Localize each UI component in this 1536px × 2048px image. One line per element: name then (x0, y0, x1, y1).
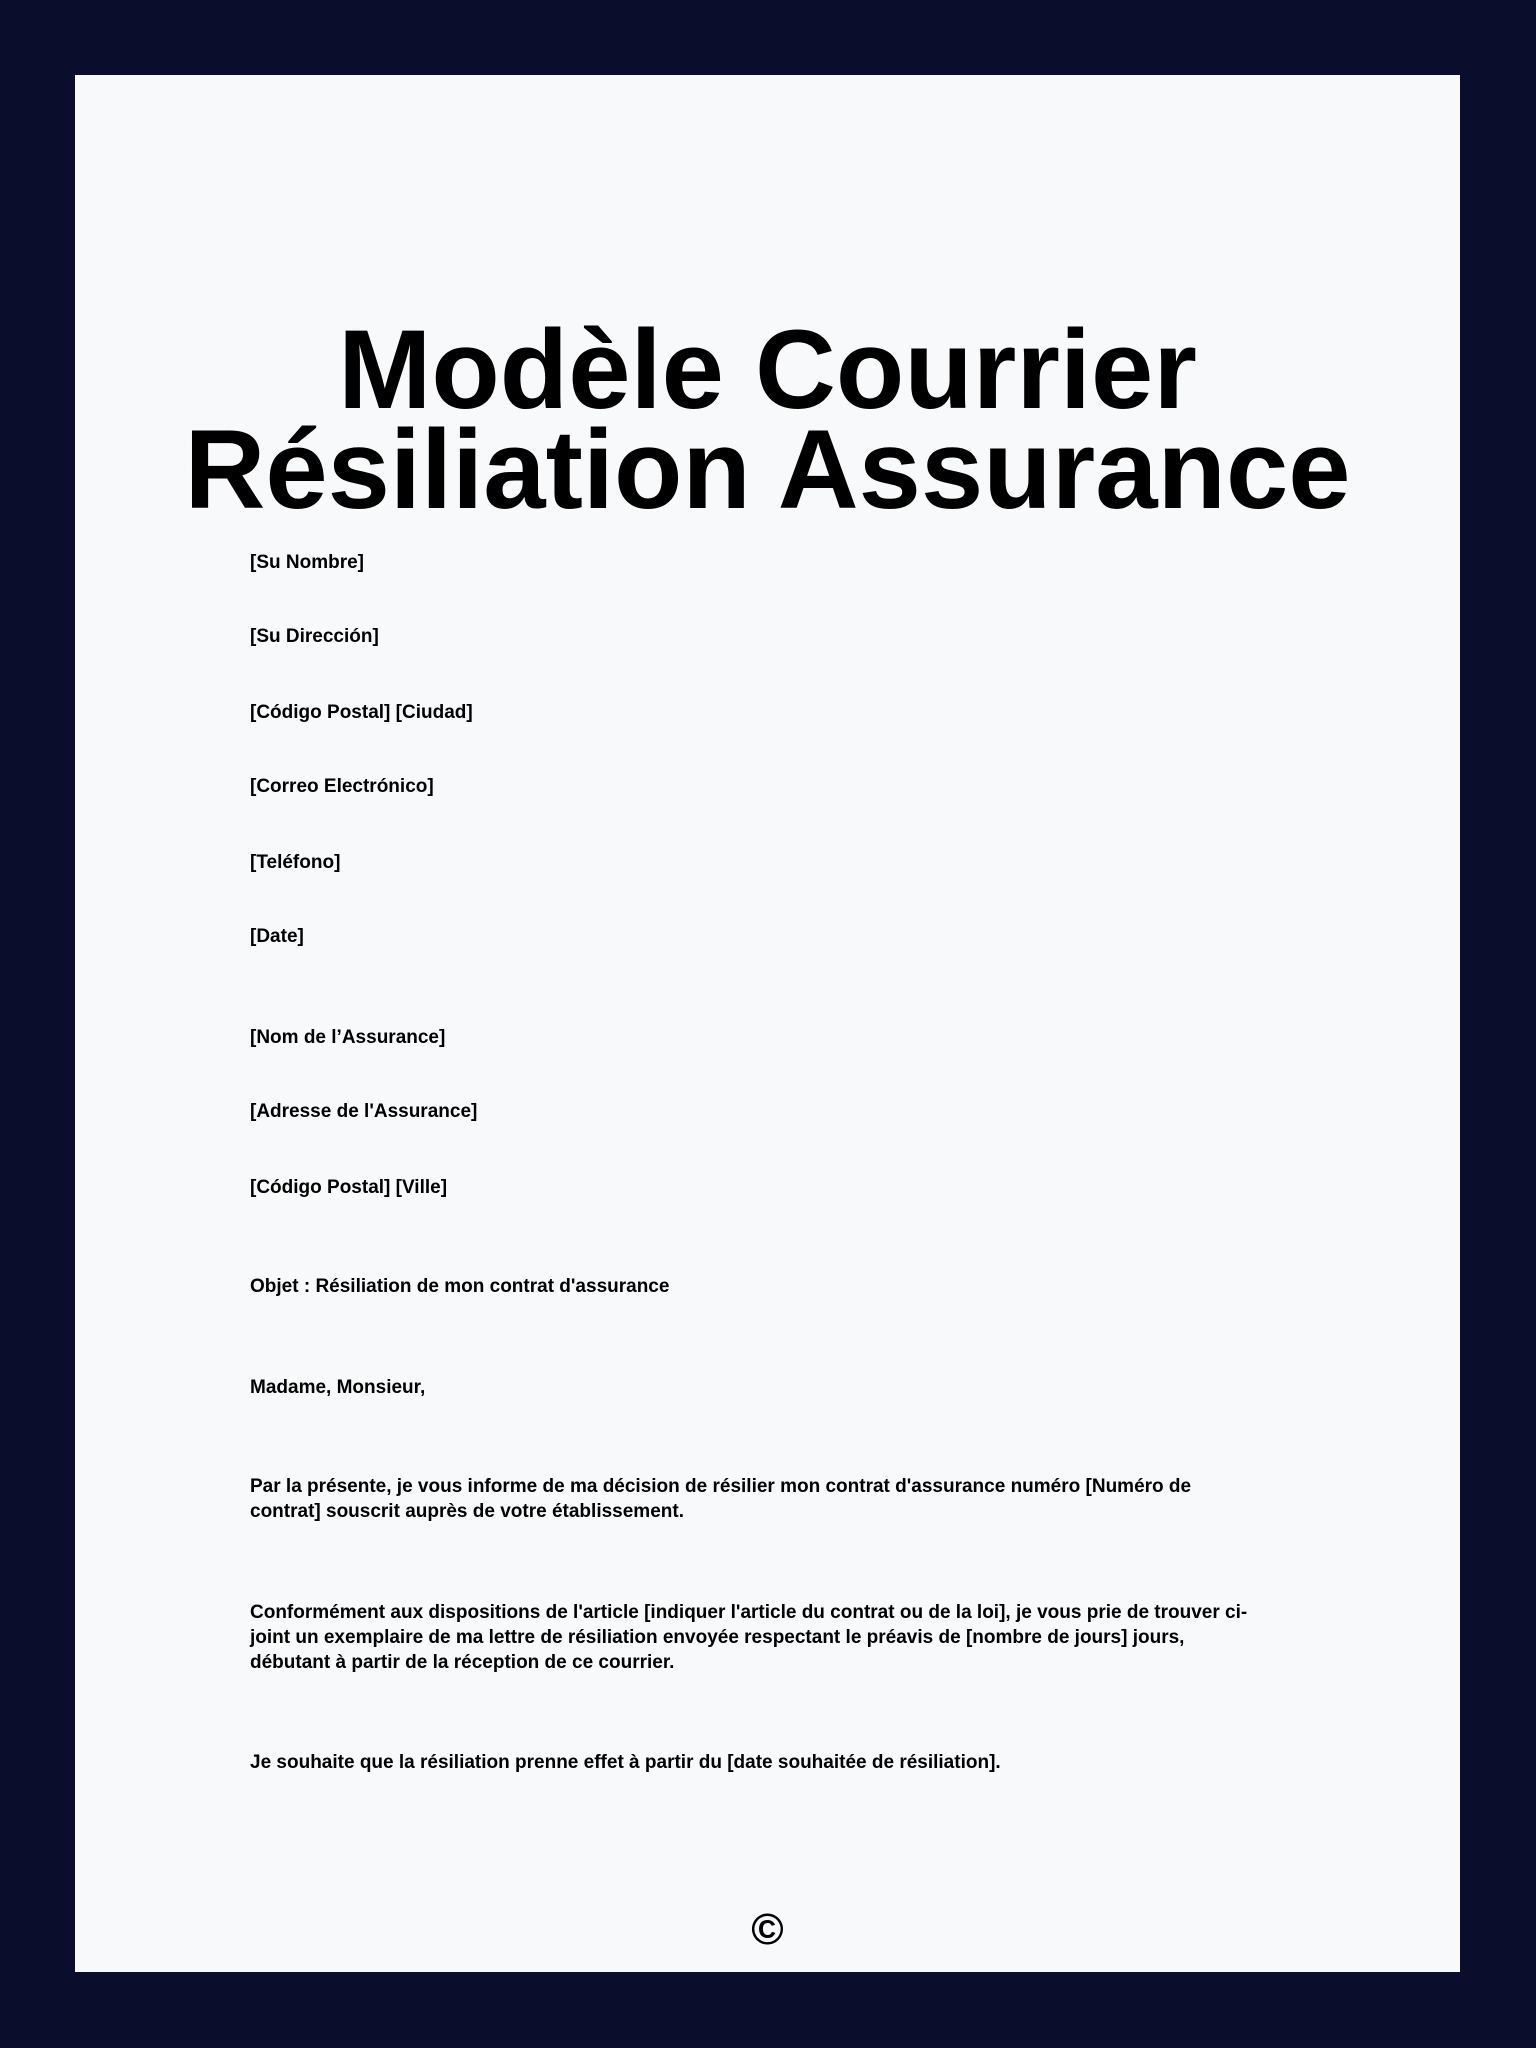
letter-subject: Objet : Résiliation de mon contrat d'assurance (250, 1276, 670, 1297)
recipient-address: [Adresse de l'Assurance] (250, 1101, 478, 1122)
sender-postal-city: [Código Postal] [Ciudad] (250, 702, 473, 723)
paragraph-2: Conformément aux dispositions de l'article [indiquer l'article du contrat ou de la loi], je vous prie de trouver ci-joint un exemplaire de ma lettre de résiliation envoyée respectant le préavis de [nombre de jours] jours, débutant à partir de la réception de ce courrier. (250, 1602, 1248, 1673)
page-title: Modèle Courrier Résiliation Assurance (184, 307, 1351, 532)
letter-page (75, 75, 1460, 1972)
recipient-postal-city: [Código Postal] [Ville] (250, 1177, 448, 1198)
sender-phone: [Teléfono] (250, 852, 341, 873)
copyright-icon: © (751, 1905, 784, 1954)
sender-address: [Su Dirección] (250, 626, 379, 647)
sender-email: [Correo Electrónico] (250, 776, 434, 797)
letter-date: [Date] (250, 926, 304, 947)
recipient-name: [Nom de l’Assurance] (250, 1027, 446, 1048)
paragraph-1: Par la présente, je vous informe de ma décision de résilier mon contrat d'assurance numéro [Numéro de contrat] souscrit auprès de votre établissement. (250, 1476, 1192, 1522)
sender-name: [Su Nombre] (250, 552, 364, 573)
salutation: Madame, Monsieur, (250, 1377, 426, 1398)
paragraph-3: Je souhaite que la résiliation prenne effet à partir du [date souhaitée de résiliation]. (250, 1752, 1001, 1773)
